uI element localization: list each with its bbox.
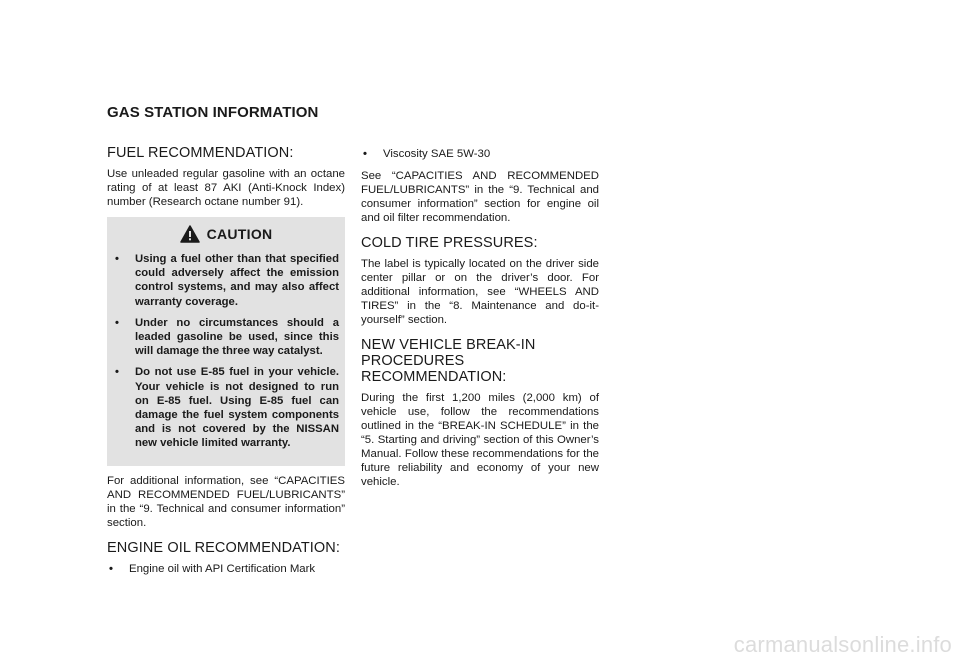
fuel-intro-text: Use unleaded regular gasoline with an octane rating of at least 87 AKI (Anti-Knock Index) number (Research octane number 91).	[107, 168, 345, 208]
tire-pressure-heading: COLD TIRE PRESSURES:	[361, 235, 538, 251]
break-in-heading: NEW VEHICLE BREAK-IN PROCEDURES RECOMMENDATION:	[361, 337, 536, 385]
list-item	[361, 147, 599, 161]
bullet-icon: •	[115, 316, 119, 329]
break-in-text: During the first 1,200 miles (2,000 km) of vehicle use, follow the recommendations outlined in the “BREAK-IN SCHEDULE” in the “5. Starting and driving” section of this Owner’s Manual. Follow these recommendations for the future reliability and economy of your new vehicle.	[361, 392, 599, 488]
engine-oil-list-continued	[361, 147, 599, 161]
warning-triangle-icon	[180, 225, 200, 243]
watermark-text: carmanualsonline.info	[733, 632, 952, 657]
engine-oil-section	[107, 540, 345, 576]
caution-item	[113, 316, 339, 359]
caution-item	[113, 365, 339, 450]
tire-pressure-text: The label is typically located on the driver side center pillar or on the driver’s door. For additional information, see “WHEELS AND TIRES” in the “8. Maintenance and do-it-yourself” section.	[361, 258, 599, 326]
left-column	[107, 145, 345, 584]
caution-box	[107, 217, 345, 466]
fuel-recommendation-heading: FUEL RECOMMENDATION:	[107, 145, 294, 161]
page-title: GAS STATION INFORMATION	[107, 104, 319, 121]
bullet-icon: •	[115, 366, 119, 379]
right-column	[361, 147, 599, 497]
list-item	[107, 562, 345, 576]
caution-header	[113, 225, 339, 243]
caution-list	[113, 252, 339, 451]
caution-item	[113, 252, 339, 309]
bullet-icon: •	[115, 253, 119, 265]
list-item-text: Engine oil with API Certification Mark	[129, 562, 316, 575]
caution-item-text: Using a fuel other than that specified could adversely affect the emission control systems, and may also affect warranty coverage.	[135, 253, 339, 308]
tire-section	[361, 235, 599, 327]
engine-oil-list	[107, 562, 345, 576]
bullet-icon: •	[363, 148, 367, 160]
engine-oil-heading: ENGINE OIL RECOMMENDATION:	[107, 539, 341, 556]
engine-oil-more-info-text: See “CAPACITIES AND RECOMMENDED FUEL/LUBRICANTS” in the “9. Technical and consumer information” section for engine oil and oil filter recommendation.	[361, 170, 599, 224]
caution-item-text: Do not use E-85 fuel in your vehicle. Your vehicle is not designed to run on E-85 fuel. Using E-85 fuel can damage the fuel system components and is not covered by the NISSAN new vehicle limited warranty.	[135, 366, 339, 450]
caution-item-text: Under no circumstances should a leaded gasoline be used, since this will damage the three way catalyst.	[135, 316, 339, 358]
fuel-more-info-text: For additional information, see “CAPACITIES AND RECOMMENDED FUEL/LUBRICANTS” in the “9. Technical and consumer information” section.	[107, 474, 345, 529]
bullet-icon: •	[109, 562, 113, 575]
caution-label: CAUTION	[206, 226, 273, 242]
list-item-text: Viscosity SAE 5W-30	[383, 148, 491, 160]
break-in-section	[361, 337, 599, 489]
